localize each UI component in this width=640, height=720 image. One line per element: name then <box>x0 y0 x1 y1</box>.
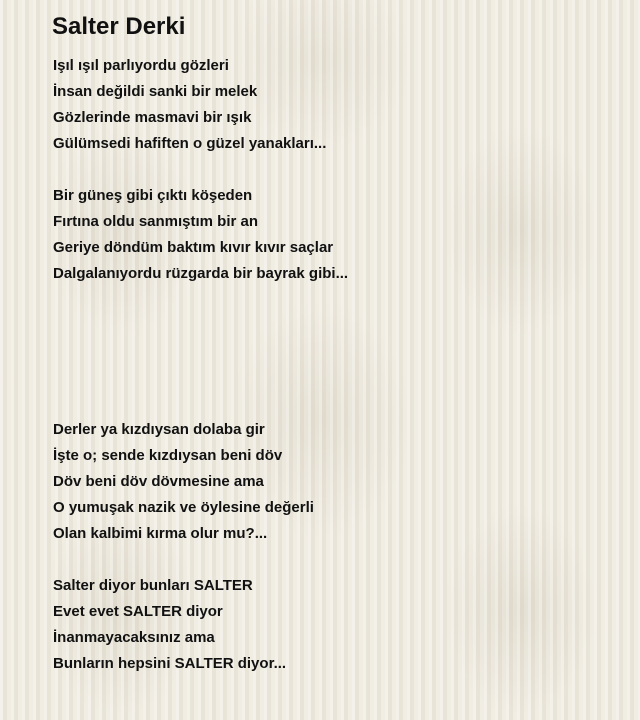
stanza-4 <box>53 573 613 677</box>
stanza-gap <box>53 547 613 573</box>
poem-line: Olan kalbimi kırma olur mu?... <box>53 525 268 542</box>
poem-line: İnanmayacaksınız ama <box>53 629 215 646</box>
poem-line: Dalgalanıyordu rüzgarda bir bayrak gibi... <box>53 265 349 282</box>
stanza-2 <box>53 183 613 287</box>
poem-title: Salter Derki <box>52 13 186 40</box>
poem-line: İnsan değildi sanki bir melek <box>53 83 258 100</box>
stanza-1 <box>53 53 613 157</box>
stanza-gap <box>53 157 613 183</box>
stanza-3 <box>53 417 613 547</box>
poem-line: Derler ya kızdıysan dolaba gir <box>53 421 265 438</box>
poem-container <box>53 12 613 677</box>
poem-line: Döv beni döv dövmesine ama <box>53 473 264 490</box>
poem-line: İşte o; sende kızdıysan beni döv <box>53 447 283 464</box>
poem-line: Gülümsedi hafiften o güzel yanakları... <box>53 135 327 152</box>
poem-line: Evet evet SALTER diyor <box>53 603 223 620</box>
poem-line: O yumuşak nazik ve öylesine değerli <box>53 499 314 516</box>
poem-line: Işıl ışıl parlıyordu gözleri <box>53 57 229 74</box>
poem-line: Salter diyor bunları SALTER <box>53 577 253 594</box>
stanza-gap-large <box>53 287 613 417</box>
poem-line: Fırtına oldu sanmıştım bir an <box>53 213 259 230</box>
poem-line: Bir güneş gibi çıktı köşeden <box>53 187 253 204</box>
poem-line: Geriye döndüm baktım kıvır kıvır saçlar <box>53 239 334 256</box>
poem-line: Bunların hepsini SALTER diyor... <box>53 655 287 672</box>
poem-line: Gözlerinde masmavi bir ışık <box>53 109 252 126</box>
